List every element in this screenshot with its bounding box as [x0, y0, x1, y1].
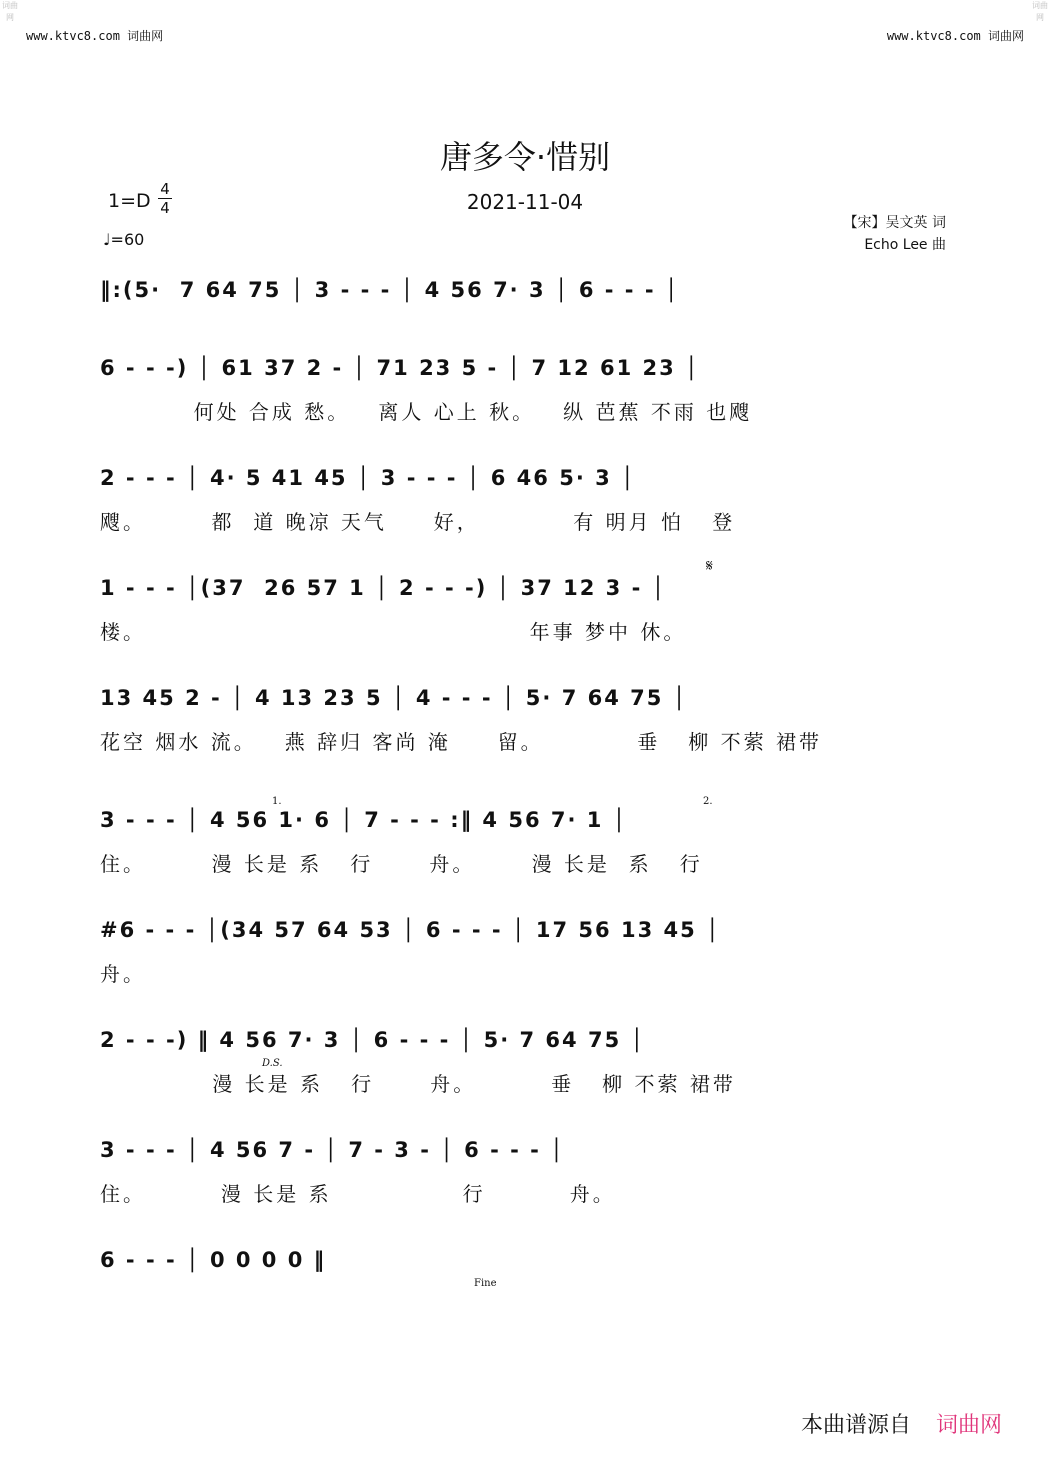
lyric-line: 舟。 — [100, 962, 146, 986]
lyric-line: 何处 合成 愁。 离人 心上 秋。 纵 芭蕉 不雨 也飕 — [100, 400, 753, 424]
key-signature: 1=D — [108, 190, 151, 212]
segno-mark: 𝄋 — [706, 556, 713, 575]
lyric-line: 飕。 都 道 晚凉 天气 好， 有 明月 怕 登 — [100, 510, 736, 534]
ds-mark: D.S. — [262, 1058, 283, 1069]
site-url-right[interactable]: www.ktvc8.com 词曲网 — [886, 29, 1024, 43]
time-top: 4 — [160, 180, 170, 198]
notation: #6 - - - │(34 57 64 53 │ 6 - - - │ 17 56 13 45 │ — [100, 918, 721, 942]
lyric-line: 漫 长是 系 行 舟。 垂 柳 不萦 裙带 — [100, 1072, 736, 1096]
notation: 6 - - -) │ 61 37 2 - │ 71 23 5 - │ 7 12 61 23 │ — [100, 356, 700, 380]
source-footer — [801, 1408, 1002, 1439]
lyric-line — [100, 318, 952, 346]
notation: 13 45 2 - │ 4 13 23 5 │ 4 - - - │ 5· 7 64 75 │ — [100, 686, 688, 710]
composer-credit: Echo Lee 曲 — [864, 237, 946, 253]
time-signature — [158, 180, 172, 217]
lyric-line: 住。 漫 长是 系 行 舟。 漫 长是 系 行 — [100, 852, 703, 876]
lyric-line: 住。 漫 长是 系 行 舟。 — [100, 1182, 616, 1206]
song-date: 2021-11-04 — [466, 190, 584, 214]
notation: 1 - - - │(37 26 57 1 │ 2 - - -) │ 37 12 3 - │ — [100, 576, 667, 600]
notation: 3 - - - │ 4 56 1· 6 │ 7 - - - :‖ 4 56 7· 1 │ — [100, 808, 628, 832]
notation: ‖:(5· 7 64 75 │ 3 - - - │ 4 56 7· 3 │ 6 - - - │ — [100, 278, 680, 302]
volta-1: 1. — [272, 796, 282, 807]
notation: 6 - - - │ 0 0 0 0 ‖ — [100, 1248, 327, 1272]
watermark-left: 词曲网 — [2, 1, 18, 22]
watermark-right: 词曲网 — [1032, 1, 1048, 22]
notation: 3 - - - │ 4 56 7 - │ 7 - 3 - │ 6 - - - │ — [100, 1138, 565, 1162]
site-url-left[interactable]: www.ktvc8.com 词曲网 — [26, 29, 164, 43]
lyric-line: 楼。 年事 梦中 休。 — [100, 620, 687, 644]
song-title: 唐多令·惜别 — [439, 138, 611, 176]
lyric-line: 花空 烟水 流。 燕 辞归 客尚 淹 留。 垂 柳 不萦 裙带 — [100, 730, 823, 754]
time-bottom: 4 — [158, 198, 172, 217]
lyricist-credit: 【宋】吴文英 词 — [843, 215, 946, 231]
volta-2: 2. — [703, 796, 713, 807]
footer-brand[interactable]: 词曲网 — [935, 1413, 1002, 1438]
notation: 2 - - -) ‖ 4 56 7· 3 │ 6 - - - │ 5· 7 64 75 │ — [100, 1028, 646, 1052]
fine-mark: Fine — [474, 1278, 497, 1289]
footer-text: 本曲谱源自 — [800, 1413, 911, 1438]
notation: 2 - - - │ 4· 5 41 45 │ 3 - - - │ 6 46 5· 3 │ — [100, 466, 636, 490]
tempo-marking: ♩=60 — [103, 230, 145, 249]
